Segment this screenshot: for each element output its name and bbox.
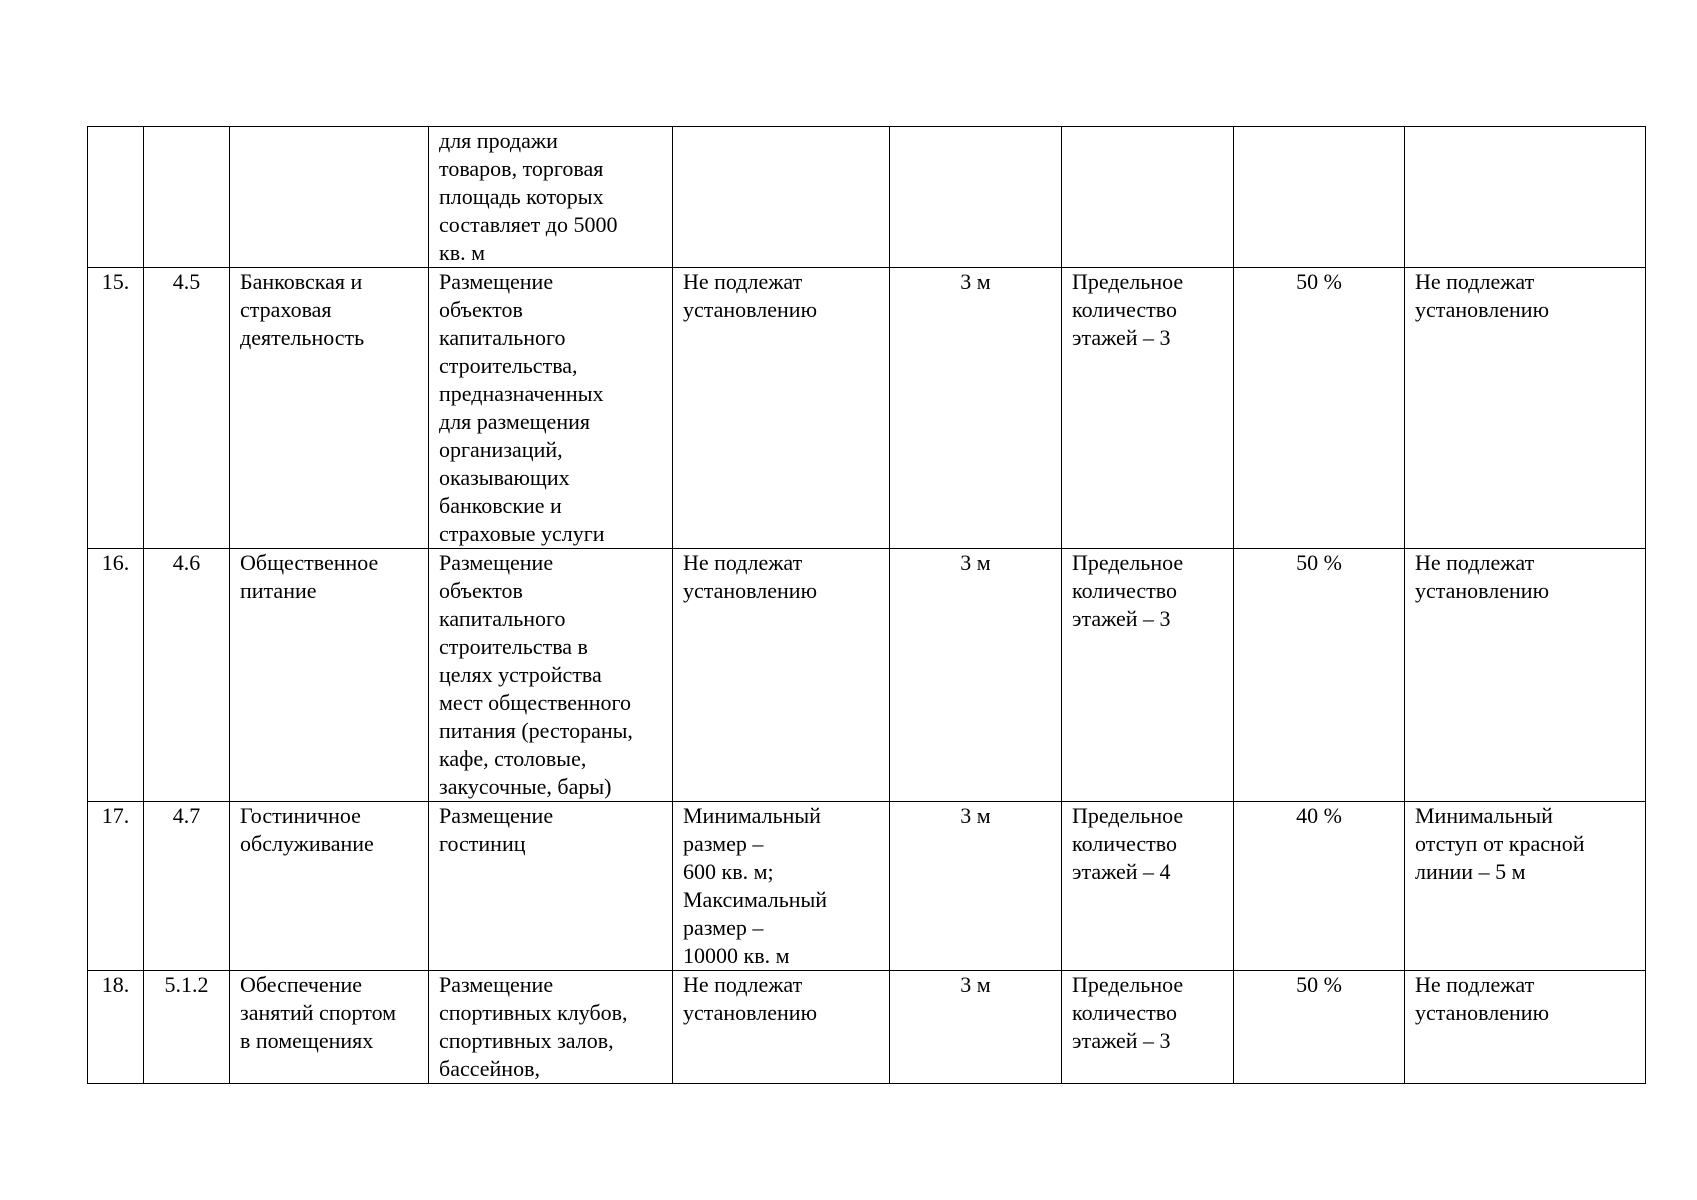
table-row [88, 549, 1646, 802]
table-row [88, 971, 1646, 1084]
row-number-cell [88, 127, 144, 268]
use-name: Обеспечение занятий спортом в помещениях [240, 972, 397, 1053]
floors-limit: Предельное количество этажей – 4 [1072, 803, 1184, 884]
coverage-percent: 50 % [1296, 550, 1342, 575]
use-description: Размещение объектов капитального строительства в целях устройства мест общественного питания (рестораны, кафе, столовые, закусочные, бары) [439, 550, 633, 799]
plot-size-cell [673, 127, 890, 268]
table-row [88, 268, 1646, 549]
floors-cell [1062, 971, 1234, 1084]
row-number: 15. [101, 269, 130, 294]
row-number: 17. [101, 803, 130, 828]
table-row [88, 802, 1646, 971]
use-code: 4.6 [172, 550, 201, 575]
other-restrictions: Минимальный отступ от красной линии – 5 м [1415, 803, 1585, 884]
row-number-cell [88, 268, 144, 549]
plot-size-cell [673, 268, 890, 549]
plot-size: Не подлежат установлению [683, 972, 818, 1025]
use-description: Размещение объектов капитального строительства, предназначенных для размещения организаций, оказывающих банковские и страховые услуги [439, 269, 605, 546]
use-code: 4.7 [172, 803, 201, 828]
use-name-cell [230, 268, 429, 549]
plot-size: Минимальный размер – 600 кв. м; Максимальный размер – 10000 кв. м [683, 803, 828, 968]
use-name: Гостиничное обслуживание [240, 803, 374, 856]
floors-cell [1062, 549, 1234, 802]
setback-cell [890, 971, 1062, 1084]
coverage-cell [1234, 127, 1405, 268]
use-name: Банковская и страховая деятельность [240, 269, 365, 350]
use-name-cell [230, 127, 429, 268]
use-name: Общественное питание [240, 550, 379, 603]
description-cell [429, 127, 673, 268]
use-description: Размещение спортивных клубов, спортивных залов, бассейнов, [439, 972, 628, 1081]
floors-limit: Предельное количество этажей – 3 [1072, 550, 1184, 631]
setback: 3 м [960, 269, 991, 294]
description-cell [429, 802, 673, 971]
use-code: 5.1.2 [164, 972, 209, 997]
row-number-cell [88, 971, 144, 1084]
setback: 3 м [960, 803, 991, 828]
coverage-cell [1234, 549, 1405, 802]
description-cell [429, 971, 673, 1084]
zoning-regulations-table [87, 126, 1646, 1084]
coverage-cell [1234, 971, 1405, 1084]
floors-cell [1062, 127, 1234, 268]
table-row [88, 127, 1646, 268]
use-code-cell [144, 971, 230, 1084]
other-cell [1405, 268, 1646, 549]
floors-cell [1062, 802, 1234, 971]
use-code-cell [144, 127, 230, 268]
other-cell [1405, 127, 1646, 268]
other-cell [1405, 971, 1646, 1084]
floors-cell [1062, 268, 1234, 549]
setback-cell [890, 268, 1062, 549]
coverage-cell [1234, 268, 1405, 549]
setback-cell [890, 127, 1062, 268]
other-cell [1405, 802, 1646, 971]
plot-size-cell [673, 549, 890, 802]
row-number: 16. [101, 550, 130, 575]
use-name-cell [230, 802, 429, 971]
description-cell [429, 268, 673, 549]
use-description: Размещение гостиниц [439, 803, 554, 856]
floors-limit: Предельное количество этажей – 3 [1072, 972, 1184, 1053]
setback-cell [890, 549, 1062, 802]
plot-size-cell [673, 971, 890, 1084]
row-number-cell [88, 802, 144, 971]
setback: 3 м [960, 972, 991, 997]
use-description: для продажи товаров, торговая площадь которых составляет до 5000 кв. м [439, 128, 618, 265]
use-code-cell [144, 549, 230, 802]
other-restrictions: Не подлежат установлению [1415, 269, 1550, 322]
plot-size-cell [673, 802, 890, 971]
setback-cell [890, 802, 1062, 971]
coverage-percent: 50 % [1296, 972, 1342, 997]
coverage-percent: 50 % [1296, 269, 1342, 294]
floors-limit: Предельное количество этажей – 3 [1072, 269, 1184, 350]
setback: 3 м [960, 550, 991, 575]
use-name-cell [230, 971, 429, 1084]
use-code: 4.5 [172, 269, 201, 294]
use-name-cell [230, 549, 429, 802]
other-cell [1405, 549, 1646, 802]
row-number-cell [88, 549, 144, 802]
coverage-cell [1234, 802, 1405, 971]
plot-size: Не подлежат установлению [683, 550, 818, 603]
other-restrictions: Не подлежат установлению [1415, 972, 1550, 1025]
use-code-cell [144, 268, 230, 549]
description-cell [429, 549, 673, 802]
coverage-percent: 40 % [1296, 803, 1342, 828]
plot-size: Не подлежат установлению [683, 269, 818, 322]
use-code-cell [144, 802, 230, 971]
row-number: 18. [101, 972, 130, 997]
other-restrictions: Не подлежат установлению [1415, 550, 1550, 603]
